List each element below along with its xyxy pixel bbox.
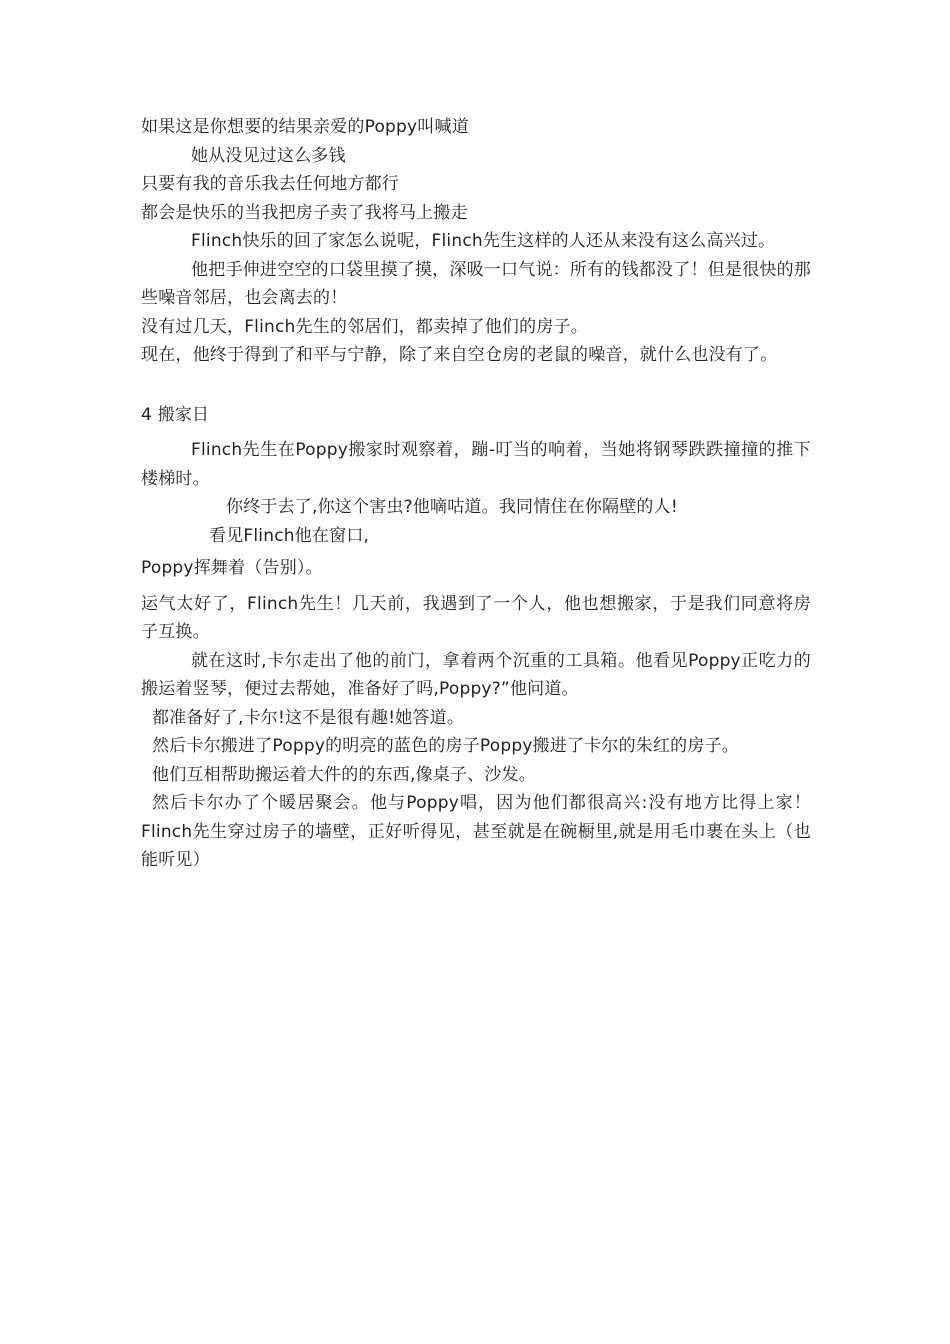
paragraph-6: 他把手伸进空空的口袋里摸了摸，深吸一口气说：所有的钱都没了！但是很快的那些噪音邻居，也会离去的！ [141, 259, 811, 308]
document-body [141, 113, 811, 875]
paragraph-16: 然后卡尔搬进了Poppy的明亮的蓝色的房子Poppy搬进了卡尔的朱红的房子。 [152, 736, 739, 756]
paragraph-7: 没有过几天，Flinch先生的邻居们，都卖掉了他们的房子。 [141, 316, 588, 337]
paragraph-17: 他们互相帮助搬运着大件的的东西,像桌子、沙发。 [152, 764, 537, 785]
paragraph-5: Flinch快乐的回了家怎么说呢，Flinch先生这样的人还从来没有这么高兴过。 [191, 231, 776, 251]
paragraph-8: 现在，他终于得到了和平与宁静，除了来自空仓房的老鼠的噪音，就什么也没有了。 [141, 345, 778, 365]
section-heading: 4 搬家日 [141, 404, 210, 425]
paragraph-2: 她从没见过这么多钱 [191, 145, 346, 166]
paragraph-15: 都准备好了,卡尔!这不是很有趣!她答道。 [152, 707, 465, 728]
paragraph-13: 运气太好了，Flinch先生！几天前，我遇到了一个人，他也想搬家，于是我们同意将房子互换。 [141, 593, 811, 642]
paragraph-11: 看见Flinch他在窗口, [209, 525, 370, 546]
paragraph-10: 你终于去了,你这个害虫?他嘀咕道。我同情住在你隔壁的人! [226, 497, 678, 517]
paragraph-9: Flinch先生在Poppy搬家时观察着，蹦-叮当的响着，当她将钢琴跌跌撞撞的推下楼梯时。 [141, 440, 811, 489]
paragraph-1: 如果这是你想要的结果亲爱的Poppy叫喊道 [141, 117, 469, 137]
paragraph-4: 都会是快乐的当我把房子卖了我将马上搬走 [141, 202, 468, 223]
paragraph-18: 然后卡尔办了个暖居聚会。他与Poppy唱，因为他们都很高兴:没有地方比得上家！Flinch先生穿过房子的墙壁，正好听得见，甚至就是在碗橱里,就是用毛巾裹在头上（也能听见） [141, 793, 811, 870]
paragraph-14: 就在这时,卡尔走出了他的前门，拿着两个沉重的工具箱。他看见Poppy正吃力的搬运着竖琴，便过去帮她，准备好了吗,Poppy?”他问道。 [141, 650, 811, 699]
paragraph-12: Poppy挥舞着（告别）。 [141, 558, 323, 578]
paragraph-3: 只要有我的音乐我去任何地方都行 [141, 174, 399, 194]
